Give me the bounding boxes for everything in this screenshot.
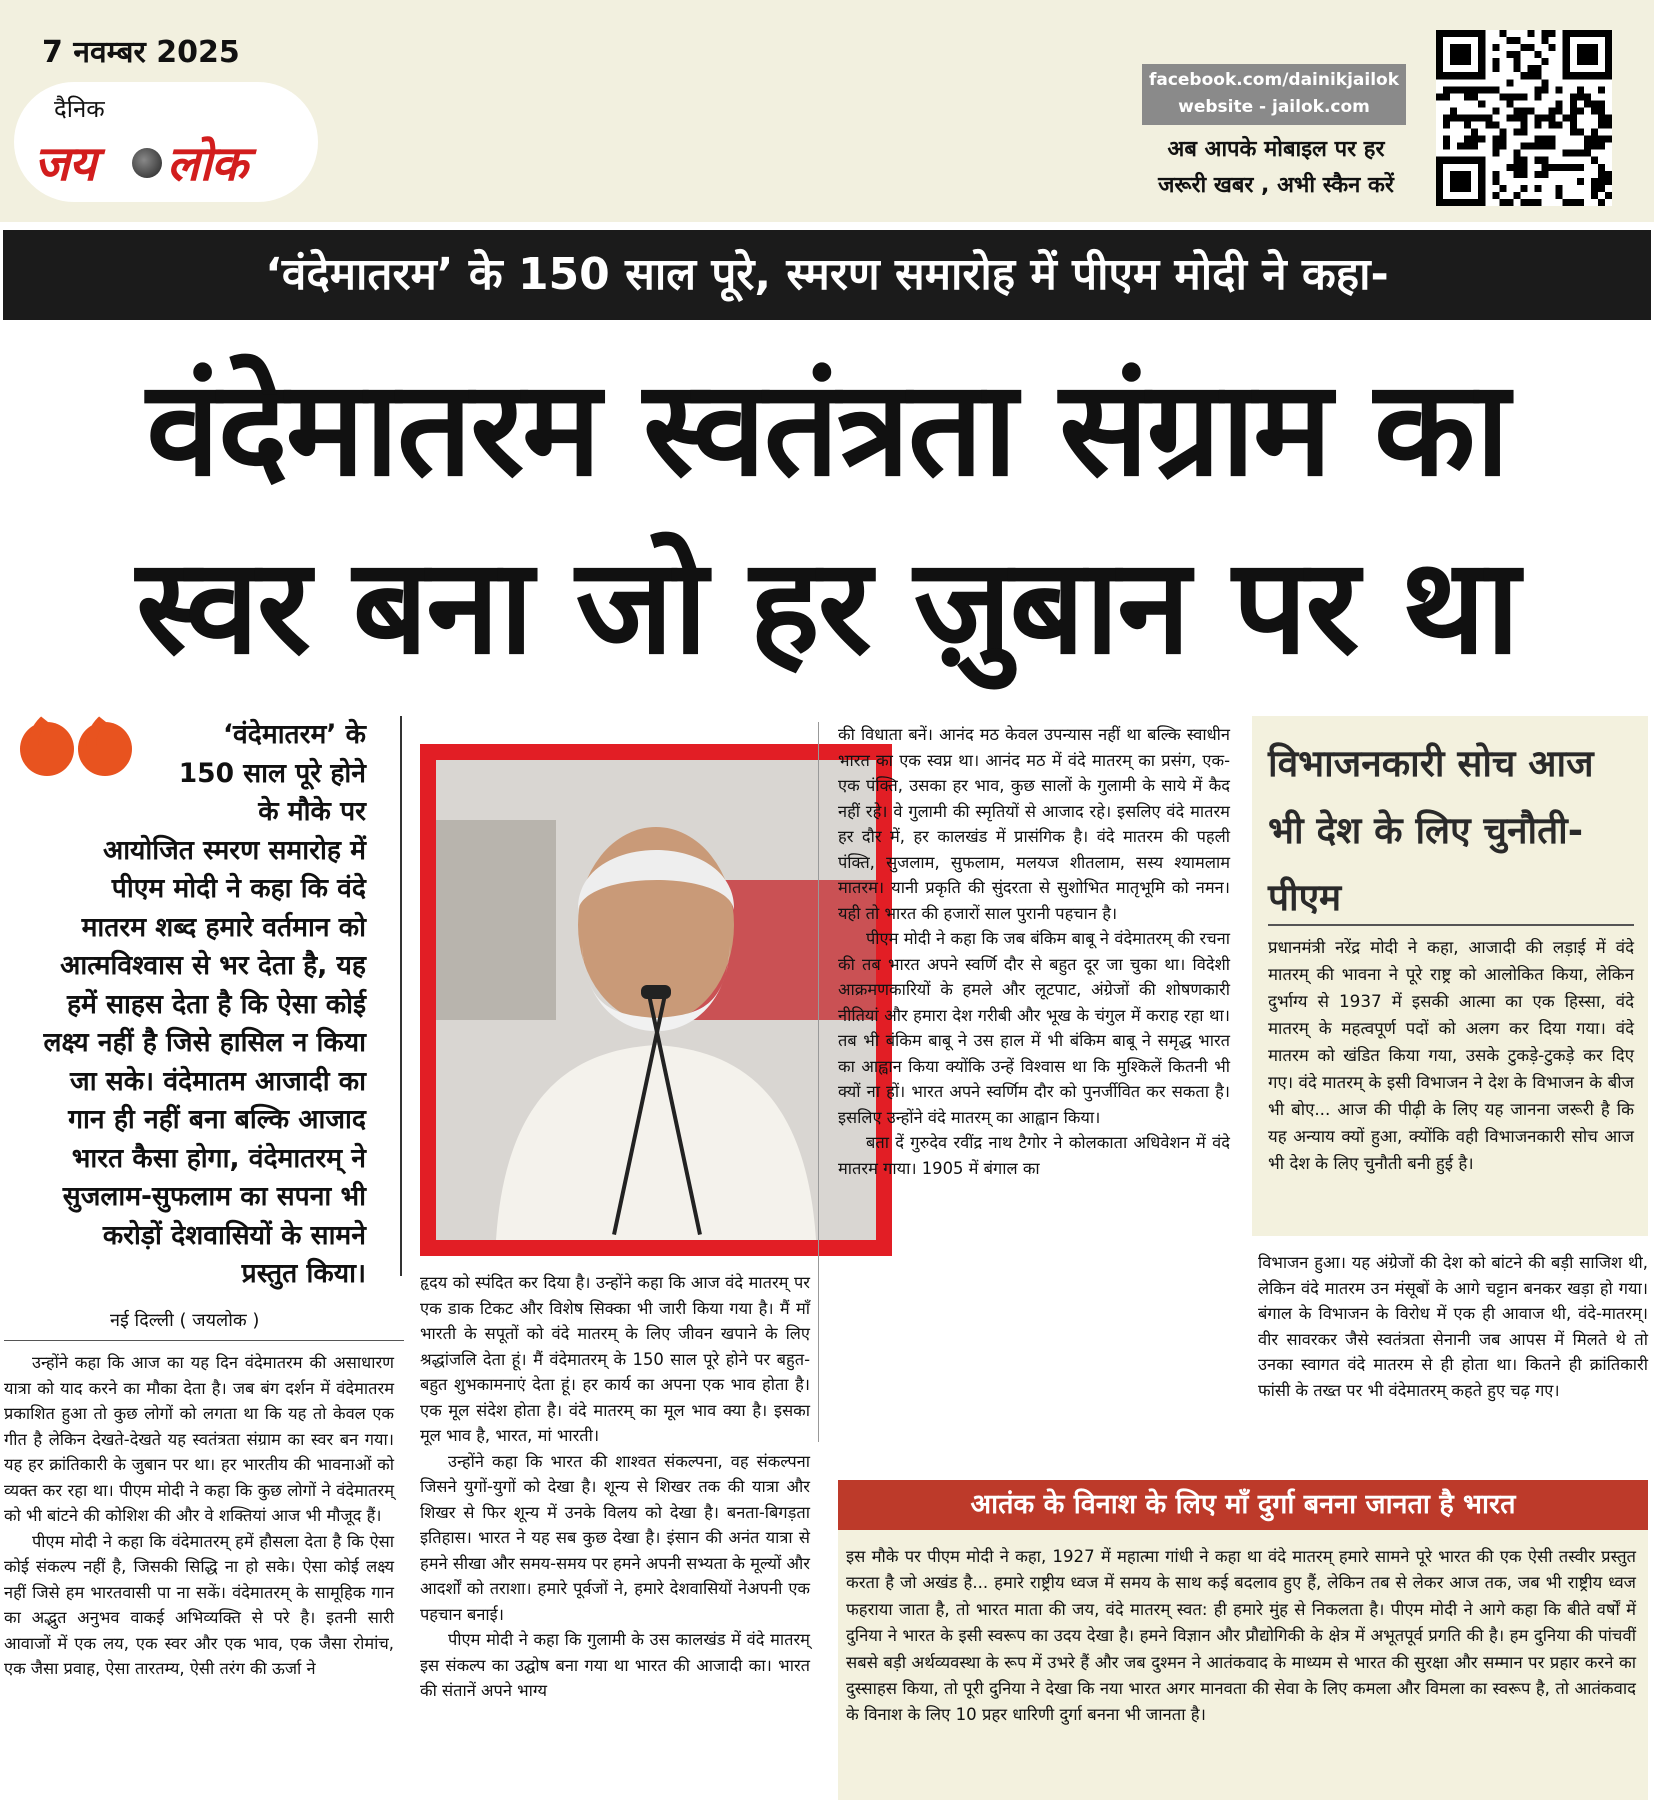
main-headline bbox=[0, 340, 1654, 696]
sidebar-divider bbox=[1268, 924, 1634, 926]
pull-quote-line: जा सके। वंदेमातम आजादी का bbox=[70, 1065, 366, 1097]
scan-prompt bbox=[1126, 132, 1426, 204]
paragraph: की विधाता बनें। आनंद मठ केवल उपन्यास नहीं था बल्कि स्वाधीन भारत का एक स्वप्न था। आनंद मठ में वंदे मातरम् का प्रसंग, एक-एक पंक्ति, उसका हर भाव, कुछ सालों के गुलामी के साये में कैद नहीं रहे। वे गुलामी की स्मृतियों से आजाद रहे। इसलिए वंदे मातरम हर दौर में, हर कालखंड में प्रासंगिक है। वंदे मातरम की पहली पंक्ति, सुजलाम, सुफलाम, मलयज शीतलाम, सस्य श्यामलाम मातरम। यानी प्रकृति की सुंदरता से सुशोभित मातृभूमि को नमन। यही तो भारत की हजारों साल पुरानी पहचान है। bbox=[838, 725, 1230, 923]
social-links bbox=[1142, 64, 1406, 125]
bottom-box-body: इस मौके पर पीएम मोदी ने कहा, 1927 में महात्मा गांधी ने कहा था वंदे मातरम् हमारे सामने पूरे भारत की एक ऐसी तस्वीर प्रस्तुत करता है जो अखंड है... हमारे राष्ट्रीय ध्वज में समय के साथ कई बदलाव हुए हैं, लेकिन तब से लेकर आज तक, जब भी राष्ट्रीय ध्वज फहराया जाता है, तो भारत माता की जय, वंदे मातरम् स्वत: ही हमारे मुंह से निकलता है। पीएम मोदी ने आगे कहा कि बीते वर्षों में दुनिया ने भारत के इसी स्वरूप का उदय देखा है। हमने विज्ञान और प्रौद्योगिकी के क्षेत्र में अभूतपूर्व प्रगति की है। हम दुनिया की पांचवीं सबसे बड़ी अर्थव्यवस्था के रूप में उभरे हैं और जब दुश्मन ने आतंकवाद के माध्यम से भारत की सुरक्षा और सम्मान पर प्रहार करने का दुस्साहस किया, तो पूरी दुनिया ने देखा कि नया भारत अगर मानवता की सेवा के लिए कमला और विमला का स्वरूप है, तो आतंकवाद के विनाश के लिए 10 प्रहर धारिणी दुर्गा बनना भी जानता है। bbox=[846, 1547, 1636, 1725]
issue-date: 7 नवम्बर 2025 bbox=[42, 35, 240, 70]
pull-quote bbox=[10, 716, 366, 1294]
pull-quote-line: के मौके पर bbox=[258, 796, 366, 827]
article-column-1 bbox=[4, 1350, 394, 1682]
pull-quote-line: गान ही नहीं बना बल्कि आजाद bbox=[68, 1104, 366, 1135]
paragraph: हृदय को स्पंदित कर दिया है। उन्होंने कहा कि आज वंदे मातरम् पर एक डाक टिकट और विशेष सिक्का भी जारी किया गया है। मैं माँ भारती के सपूतों को वंदे मातरम् के लिए जीवन खपाने के लिए श्रद्धांजलि देता हूं। मैं वंदेमातरम् के 150 साल पूरे होने पर बहुत-बहुत शुभकामनाएं देता हूं। हर कार्य का अपना एक भाव होता है। एक मूल संदेश होता है। वंदे मातरम् का मूल भाव क्या है। इसका मूल भाव है, भारत, मां भारती। bbox=[420, 1273, 810, 1445]
paragraph: पीएम मोदी ने कहा कि जब बंकिम बाबू ने वंदेमातरम् की रचना की तब भारत अपने स्वर्णि दौर से बहुत दूर जा चुका था। विदेशी आक्रमणकारियों के हमले और लूटपाट, अंग्रेजों की शोषणकारी नीतियां और हमारा देश गरीबी और भूख के चंगुल में कराह रहा था। तब भी बंकिम बाबू ने उस हाल में भी बंकिम बाबू ने समृद्ध भारत का आह्वान किया क्योंकि उन्हें विश्वास था कि मुश्किलें कितनी भी क्यों ना हों। भारत अपने स्वर्णिम दौर को पुनर्जीवित कर सकता है। इसलिए उन्होंने वंदे मातरम् का आह्वान किया। bbox=[838, 929, 1230, 1127]
logo-small-text: दैनिक bbox=[54, 95, 105, 123]
article-column-2 bbox=[420, 1270, 810, 1704]
pull-quote-line: लक्ष्य नहीं है जिसे हासिल न किया bbox=[43, 1027, 366, 1058]
headline-line-2: स्वर बना जो हर ज़ुबान पर था bbox=[136, 530, 1518, 684]
pull-quote-line: प्रस्तुत किया। bbox=[241, 1258, 366, 1289]
article-column-3 bbox=[838, 722, 1230, 1181]
qr-code-icon[interactable] bbox=[1436, 30, 1612, 206]
website-link[interactable]: website - jailok.com bbox=[1178, 97, 1370, 117]
headline-kicker: ‘वंदेमातरम’ के 150 साल पूरे, स्मरण समारोह में पीएम मोदी ने कहा- bbox=[3, 230, 1651, 320]
column-divider bbox=[4, 1340, 404, 1341]
pull-quote-line: मातरम शब्द हमारे वर्तमान को bbox=[81, 911, 366, 943]
pull-quote-line: हमें साहस देता है कि ऐसा कोई bbox=[66, 988, 366, 1020]
logo-word-right: लोक bbox=[166, 136, 247, 192]
pull-quote-line: पीएम मोदी ने कहा कि वंदे bbox=[111, 873, 366, 904]
speaker-illustration bbox=[436, 760, 876, 1240]
headline-line-1: वंदेमातरम स्वतंत्रता संग्राम का bbox=[146, 352, 1508, 506]
logo-word-left: जय bbox=[34, 136, 96, 192]
pull-quote-line: करोड़ों देशवासियों के सामने bbox=[102, 1219, 366, 1251]
sidebar-title: विभाजनकारी सोच आज भी देश के लिए चुनौती- पीएम bbox=[1268, 742, 1594, 919]
globe-icon bbox=[132, 148, 162, 178]
speaker-photo bbox=[436, 760, 876, 1240]
column-divider bbox=[818, 722, 819, 1442]
pull-quote-line: ‘वंदेमातरम’ के bbox=[222, 719, 366, 750]
pull-quote-line: आयोजित स्मरण समारोह में bbox=[102, 834, 366, 866]
pull-quote-line: भारत कैसा होगा, वंदेमातरम् ने bbox=[71, 1142, 366, 1174]
scan-prompt-line-1: अब आपके मोबाइल पर हर bbox=[1167, 137, 1385, 162]
paragraph: बता दें गुरुदेव रवींद्र नाथ टैगोर ने कोलकाता अधिवेशन में वंदे मातरम गाया। 1905 में बंगाल का bbox=[838, 1133, 1230, 1178]
pull-quote-divider bbox=[400, 716, 402, 1276]
paragraph: पीएम मोदी ने कहा कि गुलामी के उस कालखंड में वंदे मातरम् इस संकल्प का उद्घोष बना गया था भारत की आजादी का। भारत की संतानें अपने भाग्य bbox=[420, 1630, 810, 1700]
pull-quote-line: आत्मविश्वास से भर देता है, यह bbox=[60, 950, 366, 981]
scan-prompt-line-2: जरूरी खबर , अभी स्कैन करें bbox=[1158, 173, 1394, 198]
sidebar-body: प्रधानमंत्री नरेंद्र मोदी ने कहा, आजादी की लड़ाई में वंदे मातरम् की भावना ने पूरे राष्ट्र को आलोकित किया, लेकिन दुर्भाग्य से 1937 में इसकी आत्मा का एक हिस्सा, वंदे मातरम् के महत्वपूर्ण पदों को अलग कर दिया गया। वंदे मातरम को खंडित किया गया, उसके टुकड़े-टुकड़े कर दिए गए। वंदे मातरम् के इसी विभाजन ने देश के विभाजन के बीज भी बोए... आज की पीढ़ी के लिए यह जानना जरूरी है कि यह अन्याय क्यों हुआ, क्योंकि वही विभाजनकारी सोच आज भी देश के लिए चुनौती बनी हुई है। bbox=[1268, 937, 1634, 1173]
paragraph: पीएम मोदी ने कहा कि वंदेमातरम् हमें हौसला देता है कि ऐसा कोई संकल्प नहीं है, जिसकी सिद्धि ना हो सके। ऐसा कोई लक्ष्य नहीं जिसे हम भारतवासी पा ना सकें। वंदेमातरम् के सामूहिक गान का अद्भुत अनुभव वाकई अभिव्यक्ति से परे है। इतनी सारी आवाजों में एक लय, एक स्वर और एक भाव, एक जैसा रोमांच, एक जैसा प्रवाह, ऐसा तारतम्य, ऐसी तरंग की ऊर्जा ने bbox=[4, 1531, 394, 1678]
pull-quote-line: 150 साल पूरे होने bbox=[178, 757, 366, 789]
dateline: नई दिल्ली ( जयलोक ) bbox=[110, 1310, 260, 1331]
paragraph: उन्होंने कहा कि आज का यह दिन वंदेमातरम की असाधारण यात्रा को याद करने का मौका देता है। जब बंग दर्शन में वंदेमातरम प्रकाशित हुआ तो कुछ लोगों को लगता था कि यह तो केवल एक गीत है लेकिन देखते-देखते यह स्वतंत्रता संग्राम का स्वर बन गया। यह हर क्रांतिकारी के जुबान पर था। हर भारतीय की भावनाओं को व्यक्त कर रहा था। पीएम मोदी ने कहा कि कुछ लोगों ने वंदेमातरम् को भी बांटने की कोशिश की और वे शक्तियां आज भी मौजूद हैं। bbox=[4, 1353, 394, 1525]
facebook-link[interactable]: facebook.com/dainikjailok bbox=[1148, 70, 1400, 90]
pull-quote-line: सुजलाम-सुफलाम का सपना भी bbox=[62, 1181, 366, 1212]
article-column-4 bbox=[1258, 1250, 1648, 1403]
bottom-box-header: आतंक के विनाश के लिए माँ दुर्गा बनना जानता है भारत bbox=[838, 1480, 1648, 1530]
paragraph: विभाजन हुआ। यह अंग्रेजों की देश को बांटने की बड़ी साजिश थी, लेकिन वंदे मातरम उन मंसूबों के आगे चट्टान बनकर खड़ा हो गया। बंगाल के विभाजन के विरोध में एक ही आवाज थी, वंदे-मातरम्। वीर सावरकर जैसे स्वतंत्रता सेनानी जब आपस में मिलते थे तो उनका स्वागत वंदे मातरम से ही होता था। कितने ही क्रांतिकारी फांसी के तख्त पर भी वंदेमातरम् कहते हुए चढ़ गए। bbox=[1258, 1253, 1648, 1400]
paragraph: उन्होंने कहा कि भारत की शाश्वत संकल्पना, वह संकल्पना जिसने युगों-युगों को देखा है। शून्य से शिखर तक की यात्रा और शिखर से फिर शून्य में उनके विलय को देखा है। बनता-बिगड़ता इतिहास। भारत ने यह सब कुछ देखा है। इंसान की अनंत यात्रा से हमने सीखा और समय-समय पर हमने अपनी सभ्यता के मूल्यों और आदर्शों को तराशा। हमारे पूर्वजों ने, हमारे देशवासियों नेअपनी एक पहचान बनाई। bbox=[420, 1451, 810, 1624]
